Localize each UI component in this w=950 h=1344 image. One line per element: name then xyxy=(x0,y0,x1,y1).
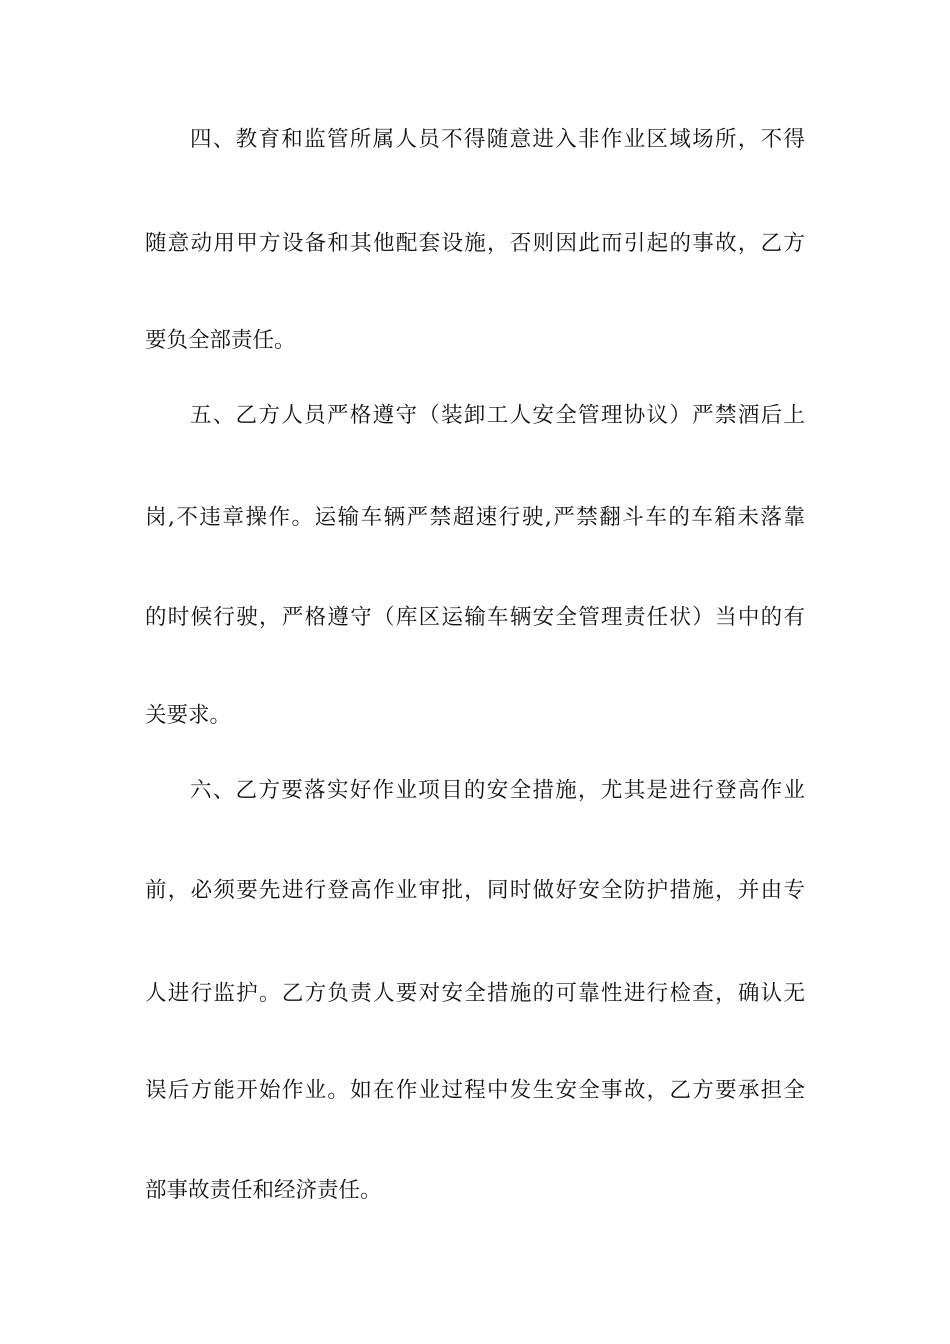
paragraph-6-line-5: 部事故责任和经济责任。 xyxy=(145,1178,382,1203)
paragraph-4-line-1: 四、教育和监管所属人员不得随意进入非作业区域场所，不得 xyxy=(190,127,805,152)
paragraph-4-line-3: 要负全部责任。 xyxy=(145,328,296,353)
paragraph-5-line-2: 岗,不违章操作。运输车辆严禁超速行驶,严禁翻斗车的车箱未落靠 xyxy=(145,505,805,530)
paragraph-6-line-4: 误后方能开始作业。如在作业过程中发生安全事故，乙方要承担全 xyxy=(145,1078,805,1103)
paragraph-6-line-2: 前，必须要先进行登高作业审批，同时做好安全防护措施，并由专 xyxy=(145,878,805,903)
paragraph-6-line-3: 人进行监护。乙方负责人要对安全措施的可靠性进行检查，确认无 xyxy=(145,981,805,1006)
paragraph-5-line-1: 五、乙方人员严格遵守（装卸工人安全管理协议）严禁酒后上 xyxy=(190,403,805,428)
paragraph-4-line-2: 随意动用甲方设备和其他配套设施，否则因此而引起的事故，乙方 xyxy=(145,231,805,256)
paragraph-5-line-3: 的时候行驶，严格遵守（库区运输车辆安全管理责任状）当中的有 xyxy=(145,605,805,630)
paragraph-6-line-1: 六、乙方要落实好作业项目的安全措施，尤其是进行登高作业 xyxy=(190,778,805,803)
paragraph-5-line-4: 关要求。 xyxy=(145,703,232,728)
